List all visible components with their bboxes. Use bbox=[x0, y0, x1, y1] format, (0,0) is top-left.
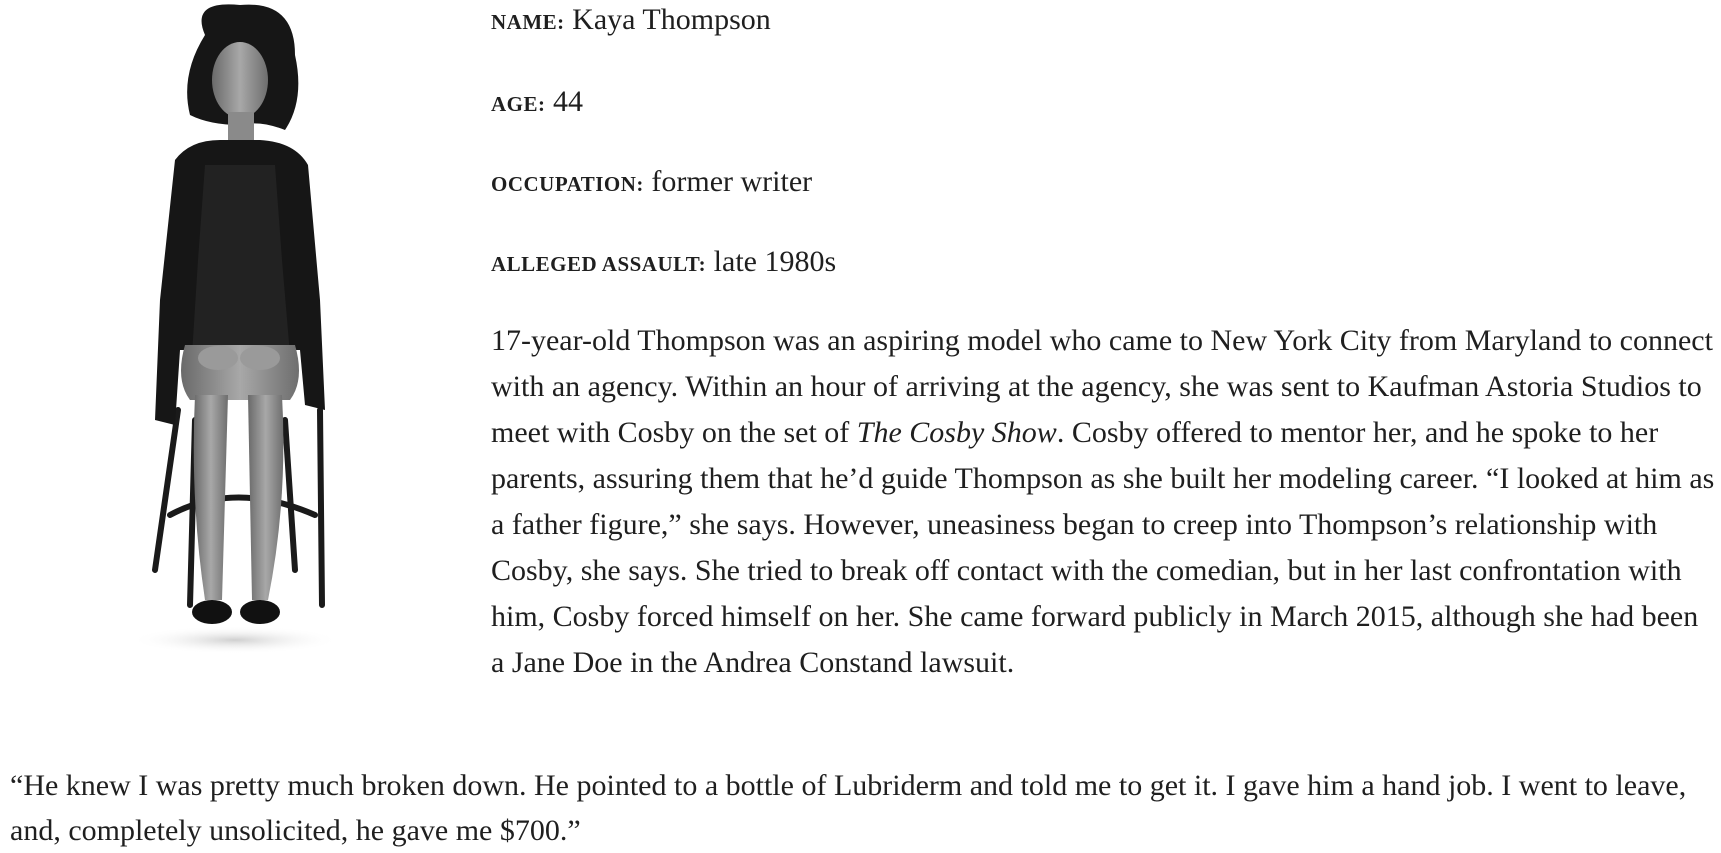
portrait-illustration bbox=[110, 0, 380, 665]
name-label: NAME: bbox=[491, 10, 565, 34]
age-value: 44 bbox=[553, 85, 583, 118]
bio-paragraph bbox=[491, 318, 1716, 686]
bio-text-start: 17-year-old Thompson was an aspiring model who came to New York City from Maryland to connect with an agency. Within an hour of arriving at the agency, she was sent to Kaufman Astoria Studios to meet with Cosby on the set of bbox=[491, 324, 1713, 449]
age-field bbox=[491, 82, 583, 124]
show-title: The Cosby Show bbox=[856, 416, 1057, 449]
occupation-field bbox=[491, 162, 812, 204]
occupation-value: former writer bbox=[651, 165, 813, 198]
name-field bbox=[491, 0, 771, 42]
alleged-assault-field bbox=[491, 242, 836, 284]
alleged-assault-value: late 1980s bbox=[713, 245, 837, 278]
age-label: AGE: bbox=[491, 92, 546, 116]
alleged-assault-label: ALLEGED ASSAULT: bbox=[491, 252, 707, 276]
occupation-label: OCCUPATION: bbox=[491, 172, 644, 196]
portrait-photo bbox=[110, 0, 380, 665]
bio-text-end: . Cosby offered to mentor her, and he spoke to her parents, assuring them that he’d guide Thompson as she built her modeling career. “I looked at him as a father figure,” she says. However, uneasiness began to creep into Thompson’s relationship with Cosby, she says. She tried to break off contact with the comedian, but in her last confrontation with him, Cosby forced himself on her. She came forward publicly in March 2015, although she had been a Jane Doe in the Andrea Constand lawsuit. bbox=[491, 416, 1715, 679]
name-value: Kaya Thompson bbox=[572, 3, 771, 36]
pull-quote: “He knew I was pretty much broken down. He pointed to a bottle of Lubriderm and told me to get it. I gave him a hand job. I went to leave, and, completely unsolicited, he gave me $700.” bbox=[10, 769, 1687, 847]
